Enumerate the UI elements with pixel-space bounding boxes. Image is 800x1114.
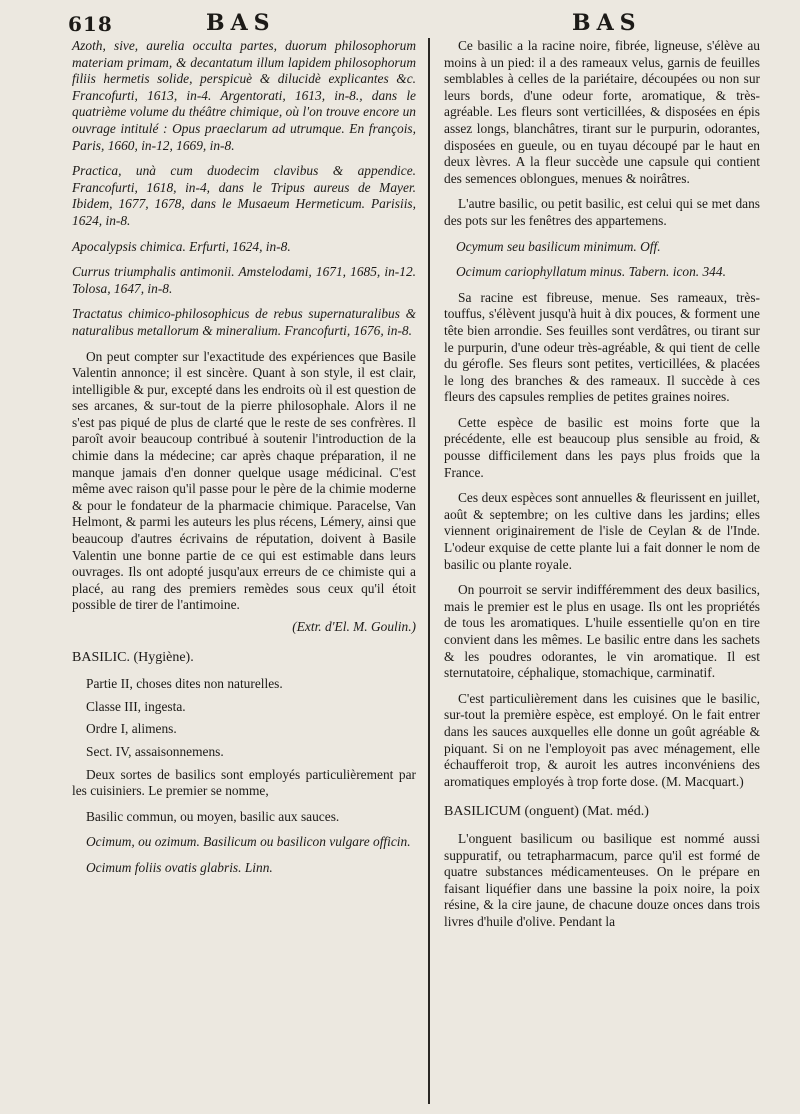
latin-name-ocimum: Ocimum, ou ozimum. Basilicum ou basilicon vulgare officin.	[86, 834, 411, 850]
bibliography-currus: Currus triumphalis antimonii. Amstelodami, 1671, 1685, in-12. Tolosa, 1647, in-8.	[72, 264, 416, 296]
attribution-goulin: (Extr. d'El. M. Goulin.)	[292, 619, 416, 634]
entry-title-basilicum: BASILICUM (onguent) (Mat. méd.)	[444, 804, 649, 820]
classification-order: Ordre I, alimens.	[86, 721, 177, 737]
column-divider	[428, 38, 430, 1104]
paragraph-basilic-commun: Basilic commun, ou moyen, basilic aux sauces.	[86, 808, 340, 824]
classification-part: Partie II, choses dites non naturelles.	[86, 676, 283, 692]
page-header	[0, 6, 800, 42]
classification-section: Sect. IV, assaisonnemens.	[86, 743, 224, 759]
right-column	[444, 38, 760, 940]
latin-name-cariophyllatum: Ocimum cariophyllatum minus. Tabern. icon. 344.	[456, 264, 726, 280]
paragraph-racine: Sa racine est fibreuse, menue. Ses rameaux, très-touffus, s'élèvent jusqu'à huit à dix pouces, & forment une tête bien arrondie. Ses feuilles sont verdâtres, ou tirant sur le purpurin, d'une odeur très-agréable, & qui tient de celle du gérofle. Ses fleurs sont petites, verticillées, & placées le long des branches & des rameaux. Il succède à ces fleurs des capsules remplies de petites graines noires.	[444, 289, 760, 405]
classification-class: Classe III, ingesta.	[86, 698, 186, 714]
paragraph-annuelles: Ces deux espèces sont annuelles & fleurissent en juillet, août & septembre; on les cultive dans les jardins; elles viennent originairement de l'isle de Ceylan & de l'Inde. L'odeur exquise de cette plante lui a fait donner le nom de basilic ou plante royale.	[444, 490, 760, 572]
bibliography-practica: Practica, unà cum duodecim clavibus & appendice. Francofurti, 1618, in-4, dans le Tripus aureus de Mayer. Ibidem, 1677, 1678, dans le Musaeum Hermeticum. Parisiis, 1624, in-8.	[72, 163, 416, 228]
left-column	[72, 38, 416, 886]
paragraph-proprietes: On pourroit se servir indifféremment des deux basilics, mais le premier est le plus en usage. Ils ont les propriétés de tous les aromatiques. L'huile essentielle qu'on en tire convient dans les mêmes. Le basilic entre dans les sachets & les poudres odorantes, le vin aromatique. Il est sternutatoire, céphalique, stomachique, carminatif.	[444, 582, 760, 681]
paragraph-assessment: On peut compter sur l'exactitude des expériences que Basile Valentin annonce; il est sincère. Quant à son style, il est clair, intelligible & pur, excepté dans les endroits où il est question de ses arcanes, & sur-tout de la pierre philosophale. Alors il ne s'est pas piqué de plus de clarté que le reste de ses confrères. Il paroît avoir beaucoup contribué à soutenir l'introduction de la chimie dans la médecine; car après chaque préparation, il ne manque jamais d'en donner quelque usage médicinal. C'est même avec raison qu'il passe pour le père de la chimie moderne & pour le fondateur de la pharmacie chimique. Paracelse, Van Helmont, & parmi les auteurs les plus récens, Lémery, ainsi que beaucoup d'autres écrivains de réputation, doivent à Basile Valentin une bonne partie de ce qui est estimable dans leurs ouvrages. Ils ont adopté jusqu'aux erreurs de ce chimiste qui a placé, au rang des premiers remèdes sous ceux qu'il étoit possible de tirer de l'antimoine.	[72, 348, 416, 613]
page-number: 618	[68, 12, 113, 36]
running-head-right: BAS	[572, 10, 642, 36]
paragraph-onguent: L'onguent basilicum ou basilique est nommé aussi suppuratif, ou tetrapharmacum, parce qu'il est formé de quatre substances médicamenteuses. On le prépare en faisant liquéfier dans une bassine la poix noire, la poix résine, & la cire jaune, de chacune douze onces dans trois livres d'huile d'olive. Pendant la	[444, 830, 760, 929]
running-head-left: BAS	[206, 10, 276, 36]
paragraph-cuisines: C'est particulièrement dans les cuisines que le basilic, sur-tout la première espèce, est employé. On le fait entrer dans les sauces auxquelles elle donne un goût agréable & piquant. Si on ne l'employoit pas avec ménagement, elle échaufferoit trop, & auroit les autres inconvéniens des aromatiques employés à trop forte dose. (M. Macquart.)	[444, 690, 760, 789]
latin-name-linn: Ocimum foliis ovatis glabris. Linn.	[86, 859, 273, 875]
paragraph-two-kinds: Deux sortes de basilics sont employés particulièrement par les cuisiniers. Le premier se nomme,	[72, 766, 416, 799]
latin-name-ocymum: Ocymum seu basilicum minimum. Off.	[456, 238, 661, 254]
paragraph-espece: Cette espèce de basilic est moins forte que la précédente, elle est beaucoup plus sensible au froid, & pousse difficilement dans les pays plus froids que la France.	[444, 414, 760, 480]
bibliography-azoth: Azoth, sive, aurelia occulta partes, duorum philosophorum materiam primam, & decantatum illum lapidem philosophorum filiis hermetis solide, perspicuè & dilucidè explicantes &c. Francofurti, 1613, in-4. Argentorati, 1613, in-8., dans le quatrième volume du théâtre chimique, où l'on trouve encore un ouvrage intitulé : Opus praeclarum ad utrumque. En françois, Paris, 1660, in-12, 1669, in-8.	[72, 38, 416, 153]
bibliography-apocalypsis: Apocalypsis chimica. Erfurti, 1624, in-8.	[72, 238, 291, 254]
entry-title-basilic: BASILIC. (Hygiène).	[72, 649, 194, 665]
paragraph-description: Ce basilic a la racine noire, fibrée, ligneuse, s'élève au moins à un pied: il a des rameaux velus, garnis de feuilles semblables à celles de la pariétaire, découpées ou non sur leurs bords, d'une odeur forte, aromatique, & très-agréable. Les fleurs sont verticillées, & disposées en épis assez longs, blanchâtres, tirant sur le purpurin, odorantes, disposées en gueule, ou en tuyau découpé par le haut en deux lèvres. A la fleur succède une capsule qui contient des semences oblongues, menues & noirâtres.	[444, 38, 760, 186]
paragraph-petit-basilic: L'autre basilic, ou petit basilic, est celui qui se met dans des pots sur les fenêtres des appartemens.	[444, 196, 760, 228]
bibliography-tractatus: Tractatus chimico-philosophicus de rebus supernaturalibus & naturalibus metallorum & mineralium. Francofurti, 1676, in-8.	[72, 306, 416, 338]
